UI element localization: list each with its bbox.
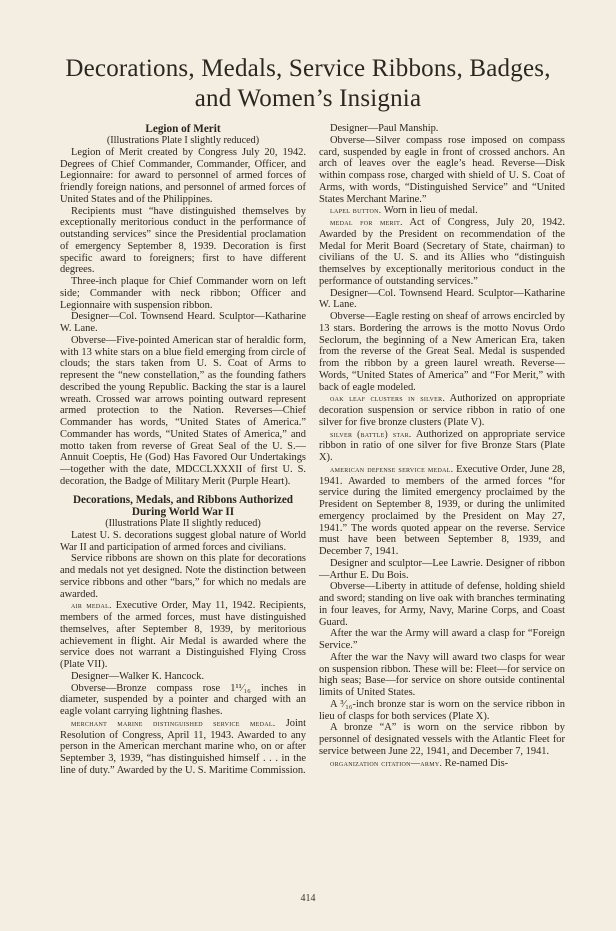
paragraph bbox=[319, 429, 565, 464]
paragraph-text: Executive Order, May 11, 1942. Recipients, members of the armed forces, must have distinguished themselves, after September 8, 1939, by meritorious achievement in flight. Air Medal is awarded where the service does not warrant a Distinguished Flying Cross (Plate VII). bbox=[60, 600, 306, 671]
section-subheading: (Illustrations Plate I slightly reduced) bbox=[106, 135, 260, 147]
paragraph: Designer—Walker K. Hancock. bbox=[71, 670, 205, 682]
run-in-label: air medal. bbox=[71, 600, 112, 611]
paragraph: Designer—Paul Manship. bbox=[330, 123, 439, 134]
left-column bbox=[60, 123, 306, 777]
paragraph: Service ribbons are shown on this plate for decorations and medals not yet designed. Note the distinction between service ribbons and other “bars,” for which no medals are awarded. bbox=[60, 553, 306, 600]
paragraph bbox=[319, 393, 565, 428]
right-column bbox=[319, 123, 565, 769]
paragraph bbox=[319, 758, 565, 770]
paragraph: Designer and sculptor—Lee Lawrie. Designer of ribbon—Arthur E. Du Bois. bbox=[319, 557, 565, 581]
run-in-label: medal for merit. bbox=[330, 217, 403, 227]
paragraph bbox=[319, 217, 565, 288]
paragraph: Obverse—Silver compass rose imposed on compass card, suspended by eagle in front of crossed anchors. An arch of leaves over the eagle’s head. Reverse—Disk within compass rose, charged with shield of U. S. Coat of Arms, with words, “Distinguished Service” and “United States Merchant Marine.” bbox=[319, 134, 565, 205]
paragraph: Three-inch plaque for Chief Commander worn on left side; Commander with neck ribbon; Officer and Legionnaire with suspension ribbon. bbox=[60, 276, 306, 311]
paragraph: After the war the Army will award a clasp for “Foreign Service.” bbox=[319, 628, 565, 651]
paragraph-text: Re-named Dis- bbox=[444, 757, 509, 769]
paragraph: Legion of Merit created by Congress July 20, 1942. Degrees of Chief Commander, Commander, Officer, and Legionnaire: for award to personnel of armed forces of friendly foreign nations, and personnel of armed forces of United States and of the Philippines. bbox=[60, 146, 306, 205]
paragraph-text: Joint Resolution of Congress, April 11, 1943. Awarded to any person in the American merchant marine who, on or after September 3, 1939, “has distinguished himself . . . in the line of duty.” Awarded by the U. S. Maritime Commission. bbox=[60, 717, 306, 776]
paragraph: Obverse—Liberty in attitude of defense, holding shield and sword; standing on live oak with branches terminating in four leaves, for Army, Navy, Marine Corps, and Coast Guard. bbox=[319, 581, 565, 628]
paragraph-text: Executive Order, June 28, 1941. Awarded to members of the armed forces “for service during the limited emergency proclaimed by the President on September 8, 1939, or during the unlimited emergency proclaimed by the President on May 27, 1941.” The words quoted appear on the reverse. Service must have been between September 8, 1939, and December 7, 1941. bbox=[319, 463, 565, 557]
section-heading-world-war-ii: Decorations, Medals, and Ribbons Authorized During World War II bbox=[72, 493, 294, 518]
page-number: 414 bbox=[300, 893, 316, 904]
paragraph: Obverse—Eagle resting on sheaf of arrows encircled by 13 stars. Bordering the arrows is the motto Novus Ordo Seclorum, the beginning of a New American Era, taken from the reverse of the Great Seal. Medal is suspended from the ribbon by a green laurel wreath. Reverse—Words, “United States of America” and “For Merit,” with back of eagle modeled. bbox=[319, 311, 565, 393]
paragraph-text: Worn in lieu of medal. bbox=[383, 205, 478, 217]
paragraph: Latest U. S. decorations suggest global nature of World War II and participation of armed forces and civilians. bbox=[60, 529, 306, 553]
run-in-label: silver (battle) star. bbox=[330, 428, 412, 439]
paragraph-text: Authorized on appropriate service ribbon in ratio of one silver for five Bronze Stars (Plate X). bbox=[319, 428, 565, 463]
run-in-label: oak leaf clusters in silver. bbox=[330, 393, 446, 404]
title-line-2: and Women’s Insignia bbox=[194, 85, 422, 112]
run-in-label: merchant marine distinguished service medal. bbox=[71, 717, 276, 728]
run-in-label: lapel button. bbox=[330, 205, 382, 216]
paragraph: After the war the Navy will award two clasps for wear on suspension ribbon. These will be: Fleet—for service on high seas; Base—for service on shore outside continental limits of United States. bbox=[319, 651, 565, 698]
paragraph: Obverse—Bronze compass rose 1¹¹⁄₁₆ inches in diameter, suspended by a pointer and charged with an eagle volant carrying lightning flashes. bbox=[60, 682, 306, 718]
run-in-label: organization citation—army. bbox=[330, 757, 443, 768]
page-title bbox=[0, 54, 616, 114]
section-subheading: (Illustrations Plate II slightly reduced) bbox=[105, 518, 261, 530]
paragraph bbox=[60, 718, 306, 777]
run-in-label: american defense service medal. bbox=[330, 463, 454, 474]
section-heading-legion-of-merit: Legion of Merit bbox=[145, 123, 221, 135]
paragraph: A ³⁄₁₆-inch bronze star is worn on the service ribbon in lieu of clasps for both services (Plate X). bbox=[319, 698, 565, 722]
paragraph bbox=[60, 600, 306, 671]
paragraph: Recipients must “have distinguished themselves by exceptionally meritorious conduct in the performance of outstanding services” since the Presidential proclamation of emergency September 8, 1939. Decoration is first specific award to foreigners; first to have different degrees. bbox=[60, 205, 306, 276]
paragraph: Obverse—Five-pointed American star of heraldic form, with 13 white stars on a blue field emerging from circle of clouds; the stars taken from U. S. Coat of Arms to represent the “new constellation,” as the founding fathers described the young Republic. Backing the star is a laurel wreath. Crossed war arrows pointing outward represent armed protection to the Nation. Reverses—Chief Commander has words, “United States of America.” Commander has words, “United States of America,” and motto taken from reverse of Great Seal of the U. S.—Annuit Coeptis, He (God) Has Favored Our Undertakings—together with the date, MDCCLXXXII of first U. S. decoration, the Badge of Military Merit (Purple Heart). bbox=[60, 334, 306, 487]
title-line-1: Decorations, Medals, Service Ribbons, Badges, bbox=[65, 55, 551, 82]
paragraph-text: Act of Congress, July 20, 1942. Awarded by the President on recommendation of the Medal for Merit Board (Secretary of State, chairman) to civilians of the U. S. and its Allies who “distinguish themselves by exceptionally meritorious conduct in the performance of outstanding services.” bbox=[319, 217, 566, 287]
paragraph bbox=[319, 205, 565, 217]
paragraph: A bronze “A” is worn on the service ribbon by personnel of designated vessels with the Atlantic Fleet for service between June 22, 1941, and December 7, 1941. bbox=[319, 722, 565, 757]
paragraph-text: Authorized on appropriate decoration suspension or service ribbon in ratio of one silver for five bronze clusters (Plate V). bbox=[319, 393, 565, 428]
paragraph bbox=[319, 464, 565, 558]
paragraph: Designer—Col. Townsend Heard. Sculptor—Katharine W. Lane. bbox=[60, 311, 306, 335]
paragraph: Designer—Col. Townsend Heard. Sculptor—Katharine W. Lane. bbox=[319, 287, 565, 311]
